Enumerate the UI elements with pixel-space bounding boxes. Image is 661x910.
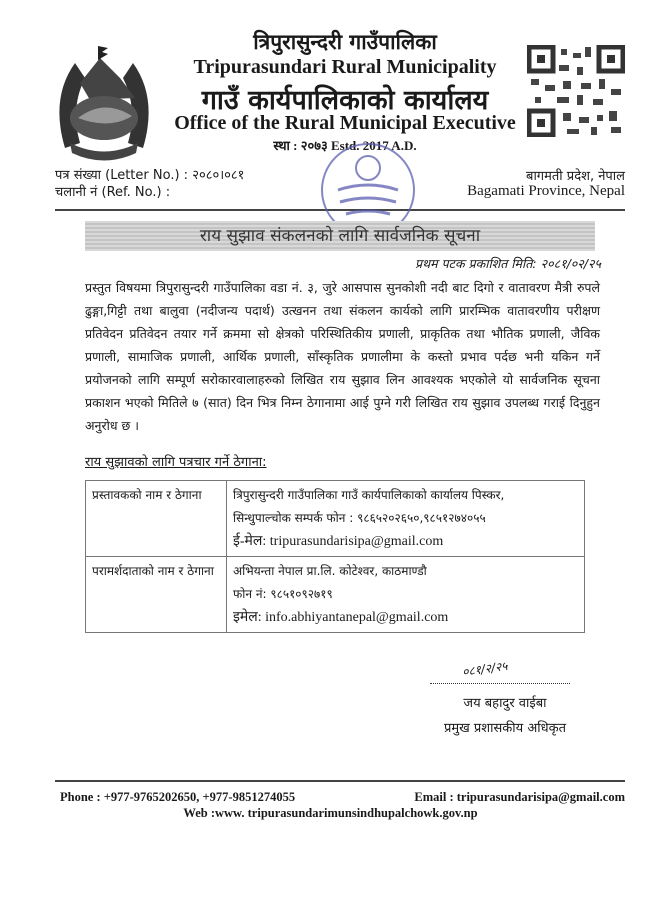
nepal-emblem-icon [50, 38, 158, 166]
contact-line: अभियन्ता नेपाल प्रा.लि. कोटेश्वर, काठमाण्डौ [233, 564, 427, 578]
letter-number [55, 165, 244, 183]
contact-table [85, 480, 585, 633]
footer-email: Email : tripurasundarisipa@gmail.com [414, 790, 625, 804]
signature-date: ०८१/२/२५ [461, 658, 509, 680]
contact-details [227, 557, 585, 633]
contact-label: प्रस्तावकको नाम र ठेगाना [86, 481, 227, 557]
letter-number-label: पत्र संख्या (Letter No.) : [55, 168, 189, 183]
signatory-title: प्रमुख प्रशासकीय अधिकृत [443, 721, 567, 736]
notice-body: प्रस्तुत विषयमा त्रिपुरासुन्दरी गाउँपालिका वडा नं. ३, जुरे आसपास सुनकोशी नदी बाट दिगो र वातावरण मैत्री रुपले ढुङ्गा,गिट्टी तथा बालुवा (नदीजन्य पदार्थ) उत्खनन तथा संकलन कार्यको लागि प्रारम्भिक वातावरणीय परीक्षण प्रतिवेदन प्रतिवेदन तयार गर्ने क्रममा सो क्षेत्रको परिस्थितिकीय प्रणाली, प्राकृतिक तथा भौतिक प्रणाली, जैविक प्रणाली, सामाजिक प्रणाली, आर्थिक प्रणाली, साँस्कृतिक प्रणालीमा के कस्तो प्रभाव पर्दछ भनी यकिन गर्ने प्रयोजनको लागि सम्पूर्ण सरोकारवालाहरुको लिखित राय सुझाव लिन आवश्यक भएकोले यो सार्वजनिक सूचना प्रकाशन भएको मितिले ७ (सात) दिन भित्र निम्न ठेगानामा आई पुग्ने गरी लिखित राय सुझाव उपलब्ध गराई दिनुहुन अनुरोध छ । [85, 280, 600, 433]
established-year: स्था : २०७३ Estd. 2017 A.D. [273, 138, 417, 153]
signatory-name: जय बहादुर वाईबा [463, 696, 547, 711]
published-date: प्रथम पटक प्रकाशित मिति: २०८१/०२/२५ [415, 256, 601, 271]
contact-email: इमेल: info.abhiyantanepal@gmail.com [233, 610, 449, 625]
qr-code-icon [527, 45, 625, 137]
table-row [86, 481, 585, 557]
signature-line [430, 683, 570, 684]
ref-number-label: चलानी नं (Ref. No.) : [55, 185, 171, 200]
address-heading: राय सुझावको लागि पत्रचार गर्ने ठेगाना: [85, 455, 267, 470]
municipality-name-np: त्रिपुरासुन्दरी गाउँपालिका [253, 30, 437, 54]
footer-divider [55, 780, 625, 782]
province-en: Bagamati Province, Nepal [467, 183, 625, 199]
contact-line: फोन नं: ९८५१०९२७१९ [233, 587, 333, 601]
office-name-np: गाउँ कार्यपालिकाको कार्यालय [201, 85, 489, 116]
municipality-name-en: Tripurasundari Rural Municipality [193, 56, 497, 78]
footer-web: Web :www. tripurasundarimunsindhupalchowk.gov.np [183, 806, 478, 820]
province-np: बागमती प्रदेश, नेपाल [526, 169, 625, 184]
contact-details [227, 481, 585, 557]
office-name-en: Office of the Rural Municipal Executive [174, 112, 516, 134]
letter-number-value: २०८०।०८१ [192, 168, 245, 183]
contact-label: परामर्शदाताको नाम र ठेगाना [86, 557, 227, 633]
notice-title: राय सुझाव संकलनको लागि सार्वजनिक सूचना [85, 221, 595, 251]
footer-phone: Phone : +977-9765202650, +977-9851274055 [60, 790, 296, 804]
table-row [86, 557, 585, 633]
contact-email: ई-मेल: tripurasundarisipa@gmail.com [233, 534, 444, 549]
contact-line: सिन्धुपाल्चोक सम्पर्क फोन : ९८६५२०२६५०,९८५१२७४०५५ [233, 511, 486, 525]
contact-line: त्रिपुरासुन्दरी गाउँपालिका गाउँ कार्यपालिकाको कार्यालय पिस्कर, [233, 488, 505, 502]
